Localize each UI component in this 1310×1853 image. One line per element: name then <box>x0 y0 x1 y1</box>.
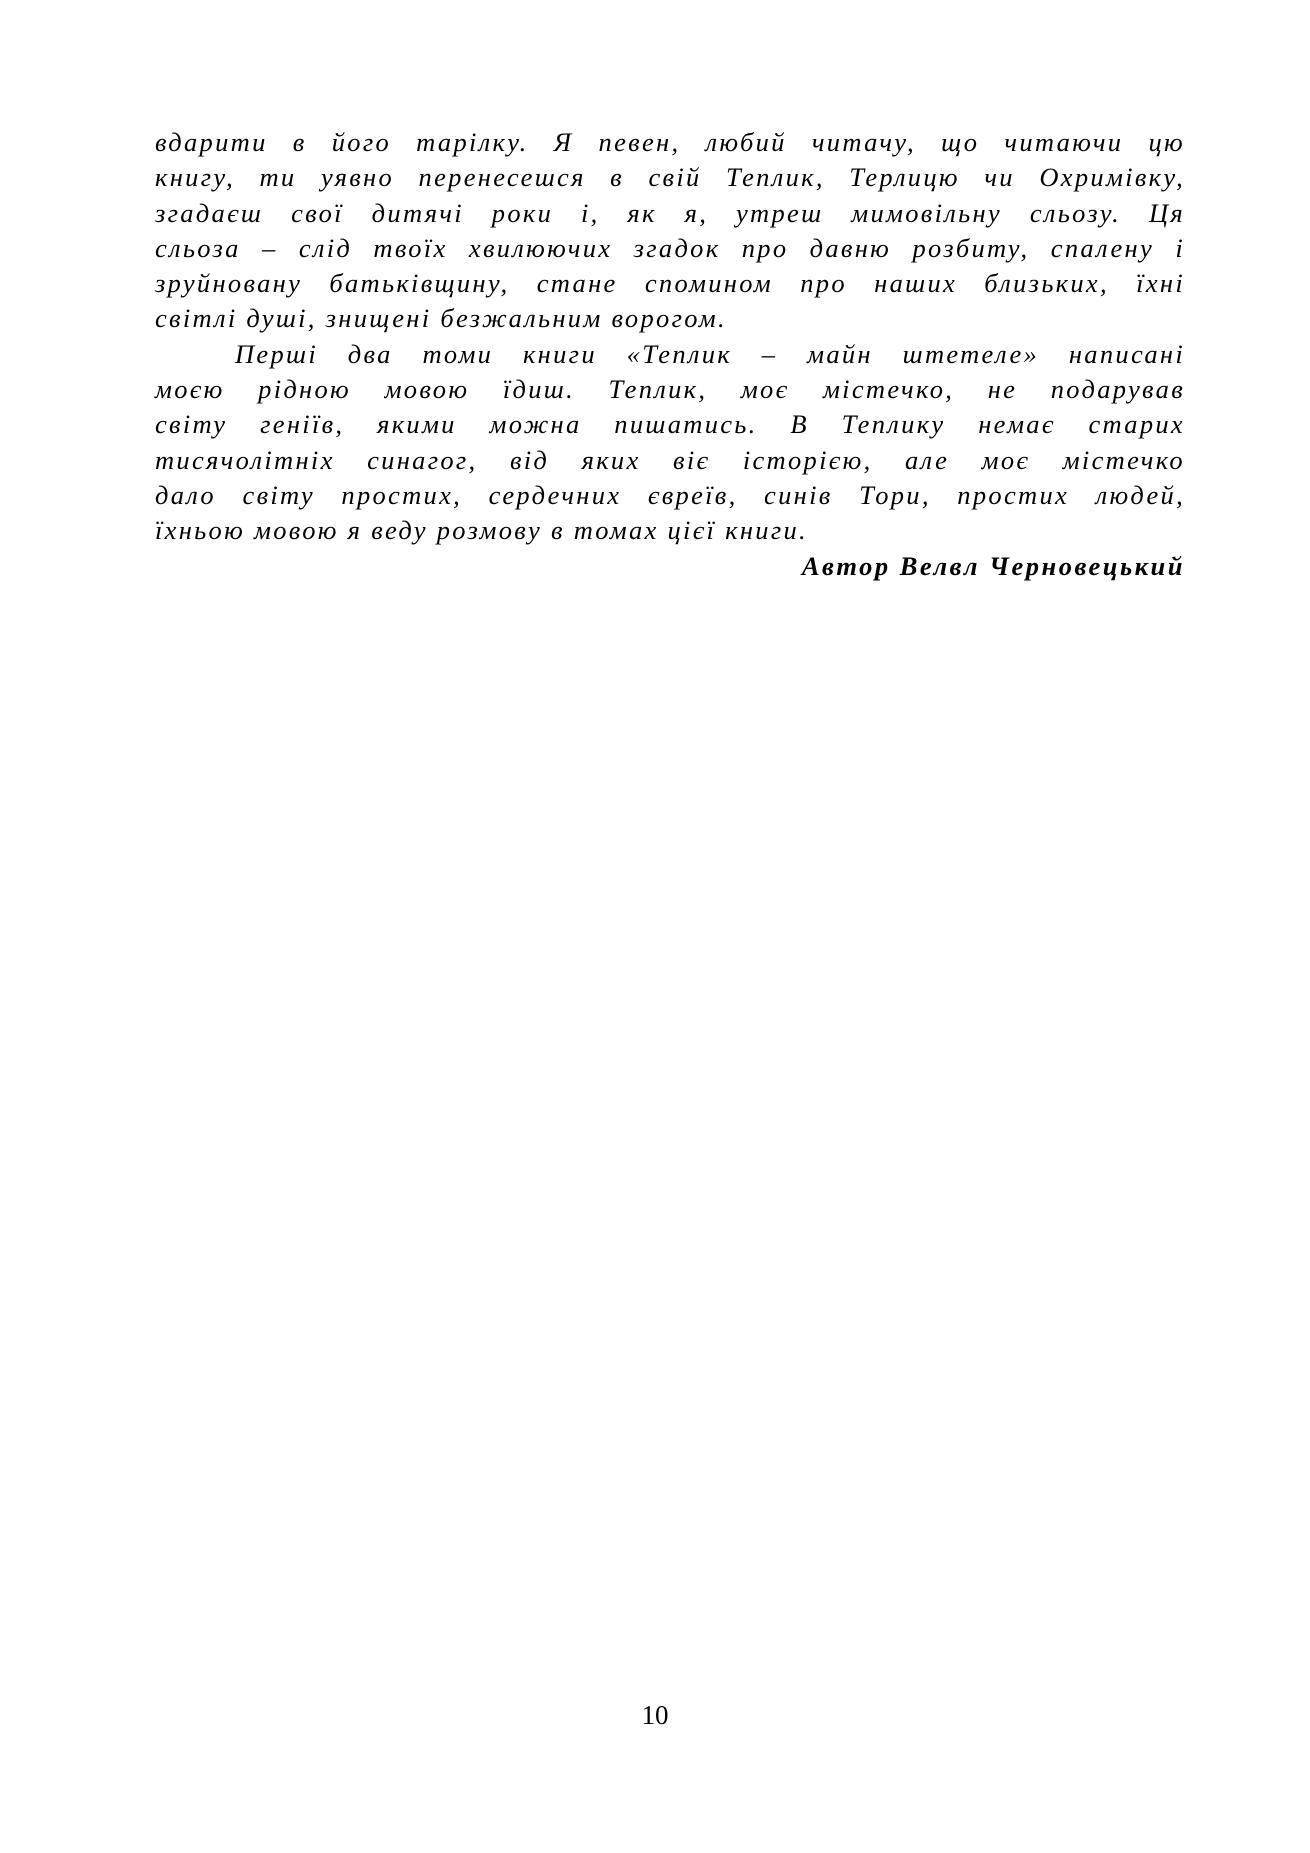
paragraph-line: світу геніїв, якими можна пишатись. В Теплику немає старих <box>155 409 1185 440</box>
author-signature: Автор Велвл Черновецький <box>801 551 1185 581</box>
page-number: 10 <box>641 1700 669 1730</box>
paragraph-1 <box>155 125 1185 337</box>
paragraph-line: моєю рідною мовою їдиш. Теплик, моє містечко, не подарував <box>155 374 1185 405</box>
paragraph-line: дало світу простих, сердечних євреїв, синів Тори, простих людей, <box>155 479 1185 510</box>
paragraph-line: світлі душі, знищені безжальним ворогом. <box>155 303 727 334</box>
paragraph-line: зруйновану батьківщину, стане спомином про наших близьких, їхні <box>155 268 1185 299</box>
body-text <box>155 125 1185 549</box>
paragraph-line: їхньою мовою я веду розмову в томах цієї книги. <box>155 515 808 546</box>
paragraph-line: книгу, ти уявно перенесешся в свій Теплик, Терлицю чи Охримівку, <box>155 162 1185 193</box>
paragraph-line: згадаєш свої дитячі роки і, як я, утреш мимовільну сльозу. Ця <box>155 197 1185 228</box>
paragraph-line: вдарити в його тарілку. Я певен, любий читачу, що читаючи цю <box>155 127 1185 157</box>
paragraph-line: сльоза – слід твоїх хвилюючих згадок про давню розбиту, спалену і <box>155 232 1185 263</box>
paragraph-line: тисячолітніх синагог, від яких віє історією, але моє містечко <box>155 444 1185 475</box>
paragraph-line: Перші два томи книги «Теплик – майн штетеле» написані <box>235 338 1185 369</box>
paragraph-2 <box>155 337 1185 549</box>
